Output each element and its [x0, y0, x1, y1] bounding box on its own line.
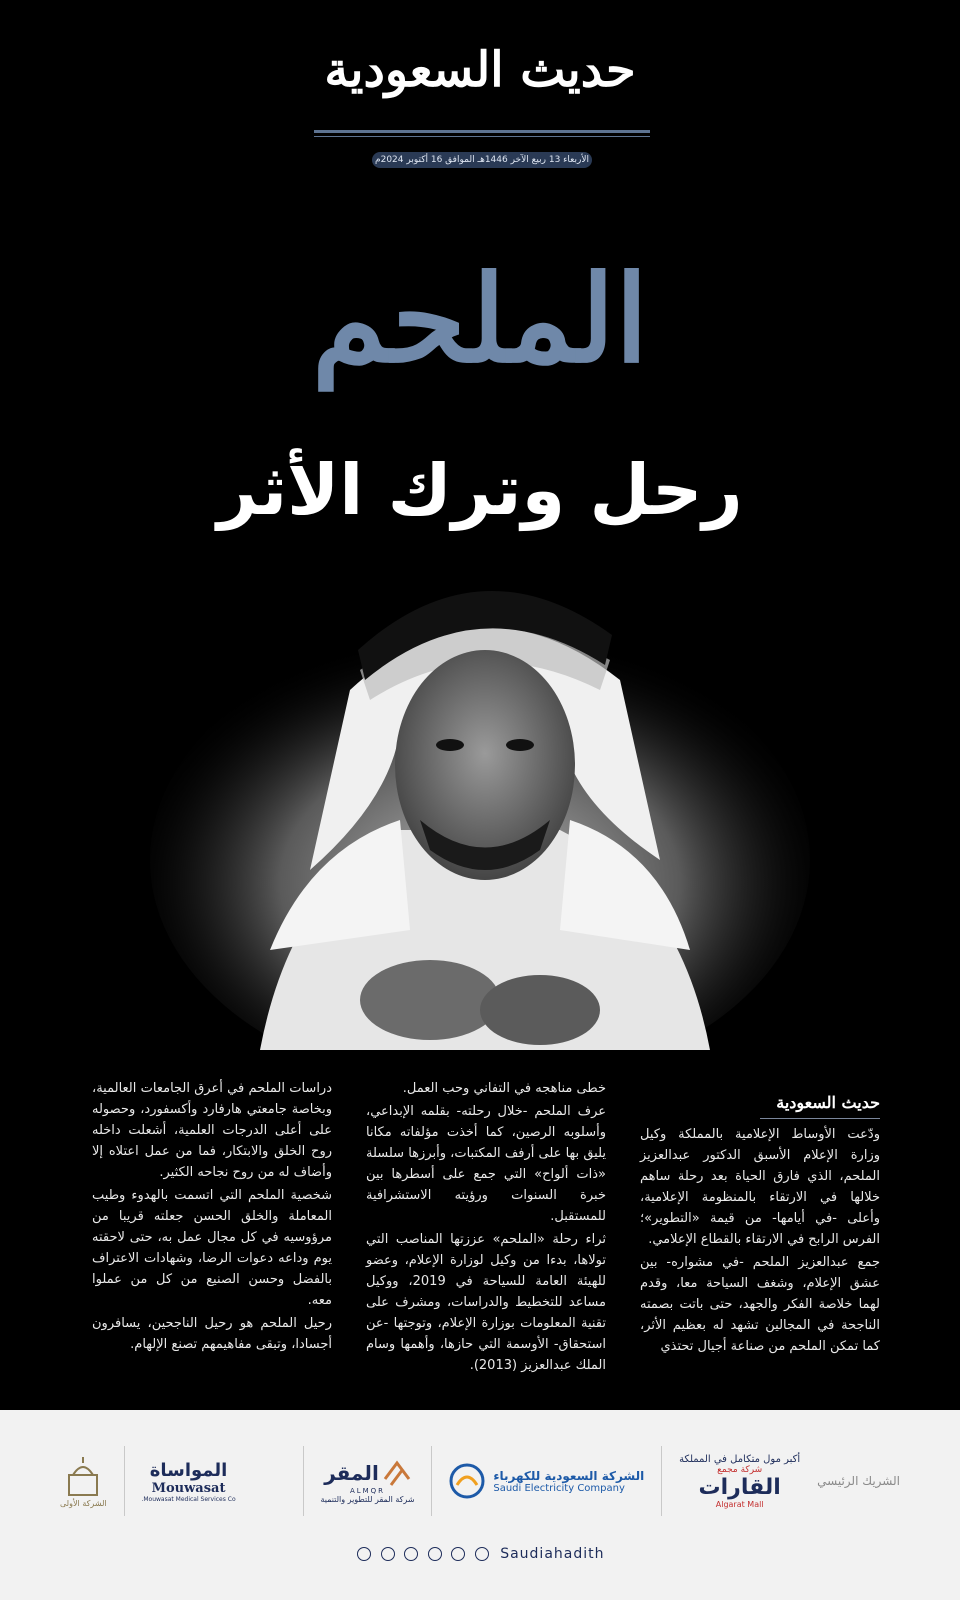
- sponsor-latin: ALMQR: [349, 1486, 386, 1495]
- almqr-logo-icon: [383, 1459, 411, 1487]
- issue-date: الأربعاء 13 ربيع الآخر 1446هـ الموافق 16 أكتوبر 2024م: [372, 152, 592, 168]
- social-handles: [0, 1546, 960, 1562]
- mouwasat-logo-icon: [242, 1459, 286, 1503]
- social-handle[interactable]: Saudiahadith: [500, 1546, 605, 1562]
- sponsor-divider: [303, 1446, 304, 1516]
- sponsor-latin: Mouwasat: [151, 1480, 226, 1496]
- sponsor-line: شركة مجمع: [717, 1464, 763, 1475]
- sponsor-row: [60, 1426, 900, 1536]
- mosque-logo-icon: [63, 1455, 103, 1499]
- main-partner-text: الشريك الرئيسي: [817, 1474, 900, 1488]
- article-paragraph: ثراء رحلة «الملحم» عززتها المناصب التي تولاها، بدءا من وكيل لوزارة الإعلام، وعضو للهيئة العامة للسياحة في 2019، ووكيل مساعد للتخطيط والدراسات، ومشرف على تقنية المعلومات بوزارة الإعلام، وتوجتها -عن استحقاق- الأوسمة التي حازها، وأهمها وسام الملك عبدالعزيز (2013).: [366, 1232, 606, 1373]
- instagram-icon[interactable]: [451, 1547, 465, 1561]
- sponsor-algarat: [679, 1454, 800, 1509]
- portrait-photo: [100, 530, 860, 1050]
- article-brand-line: [760, 1118, 880, 1119]
- article-brand: حديث السعودية: [776, 1093, 880, 1112]
- sec-logo-icon: [449, 1463, 485, 1499]
- masthead-rule-thin: [314, 136, 650, 137]
- article-paragraph: رحيل الملحم هو رحيل الناجحين، يسافرون أجسادا، وتبقى مفاهيمهم تصنع الإلهام.: [92, 1316, 332, 1352]
- headline-main: الملحم: [311, 249, 649, 390]
- masthead-rule: [314, 130, 650, 133]
- snapchat-icon[interactable]: [381, 1547, 395, 1561]
- masthead-logo: حديث السعودية: [324, 42, 636, 98]
- sponsor-name: المقر: [324, 1460, 379, 1485]
- sponsor-line: شركة المقر للتطوير والتنمية: [320, 1494, 415, 1504]
- sponsor-name: الشركة السعودية للكهرباء: [493, 1468, 645, 1483]
- main-partner-label: [817, 1474, 900, 1488]
- article-paragraph: جمع عبدالعزيز الملحم -في مشواره- بين عشق الإعلام، وشغف السياحة معا، وقدم لهما خلاصة الفكر والجهد، حتى باتت بصمته الناجحة في المجالين تشهد له بعظيم الأثر، كما تمكن الملحم من صناعة أجيال تحتذي: [640, 1255, 880, 1354]
- sponsor-mouwasat: [141, 1459, 285, 1503]
- whatsapp-icon[interactable]: [475, 1547, 489, 1561]
- masthead: [0, 38, 960, 102]
- sponsor-tagline: أكبر مول متكامل في المملكة: [679, 1453, 801, 1465]
- article-paragraph: دراسات الملحم في أعرق الجامعات العالمية، وبخاصة جامعتي هارفارد وأكسفورد، وحصوله على أعلى الدرجات العلمية، أشعلت داخله روح الخلق والابتكار، فما من عمل اعتلاه إلا وأضاف له من روح نجاحه الكثير.: [92, 1081, 332, 1180]
- article-column-right: [640, 1124, 880, 1359]
- sponsor-sec: [449, 1463, 644, 1499]
- article-column-left: [92, 1078, 332, 1357]
- article-column-middle: [366, 1078, 606, 1378]
- sponsor-name: الشركة الأولى: [60, 1498, 107, 1508]
- sponsor-divider: [124, 1446, 125, 1516]
- sponsor-latin: Algarat Mall: [715, 1499, 764, 1509]
- sponsor-divider: [431, 1446, 432, 1516]
- article-paragraph: خطى مناهجه في التفاني وحب العمل.: [402, 1081, 606, 1096]
- sponsor-line: Mouwasat Medical Services Co.: [141, 1495, 236, 1503]
- sponsor-name: المواساة: [149, 1459, 228, 1481]
- sponsor-divider: [661, 1446, 662, 1516]
- tiktok-icon[interactable]: [428, 1547, 442, 1561]
- sponsor-almqr: [320, 1459, 414, 1504]
- web-icon[interactable]: [357, 1547, 371, 1561]
- article-paragraph: شخصية الملحم التي اتسمت بالهدوء وطيب المعاملة والخلق الحسن جعلته قريبا من مرؤوسيه في كل مجال عمل به، حتى لاحقته يوم وداعه دعوات الرضا، وشهادات الاعتراف بالفضل وحسن الصنيع من كل من عملوا معه.: [92, 1188, 332, 1308]
- x-icon[interactable]: [404, 1547, 418, 1561]
- sponsor-name: القارات: [698, 1474, 781, 1500]
- headline-sub: رحل وترك الأثر: [217, 449, 743, 531]
- sponsor-first: [60, 1455, 107, 1508]
- sponsor-latin: Saudi Electricity Company: [493, 1482, 625, 1494]
- article-paragraph: عرف الملحم -خلال رحلته- بقلمه الإبداعي، وأسلوبه الرصين، كما أخذت مؤلفاته مكانا يليق بها على أرفف المكتبات، وأبرزها سلسلة «ذات ألواح» التي جمع على أسطرها بين خبرة السنوات ورؤيته الاستشرافية للمستقبل.: [366, 1104, 606, 1224]
- article-paragraph: ودّعت الأوساط الإعلامية بالمملكة وكيل وزارة الإعلام الأسبق الدكتور عبدالعزيز الملحم، الذي فارق الحياة بعد رحلة ساهم خلالها في الارتقاء بالمنظومة الإعلامية، وأعلى -في أيامها- من قيمة «التطوير»؛ الفرس الرابح في الارتقاء بالقطاع الإعلامي.: [640, 1127, 880, 1247]
